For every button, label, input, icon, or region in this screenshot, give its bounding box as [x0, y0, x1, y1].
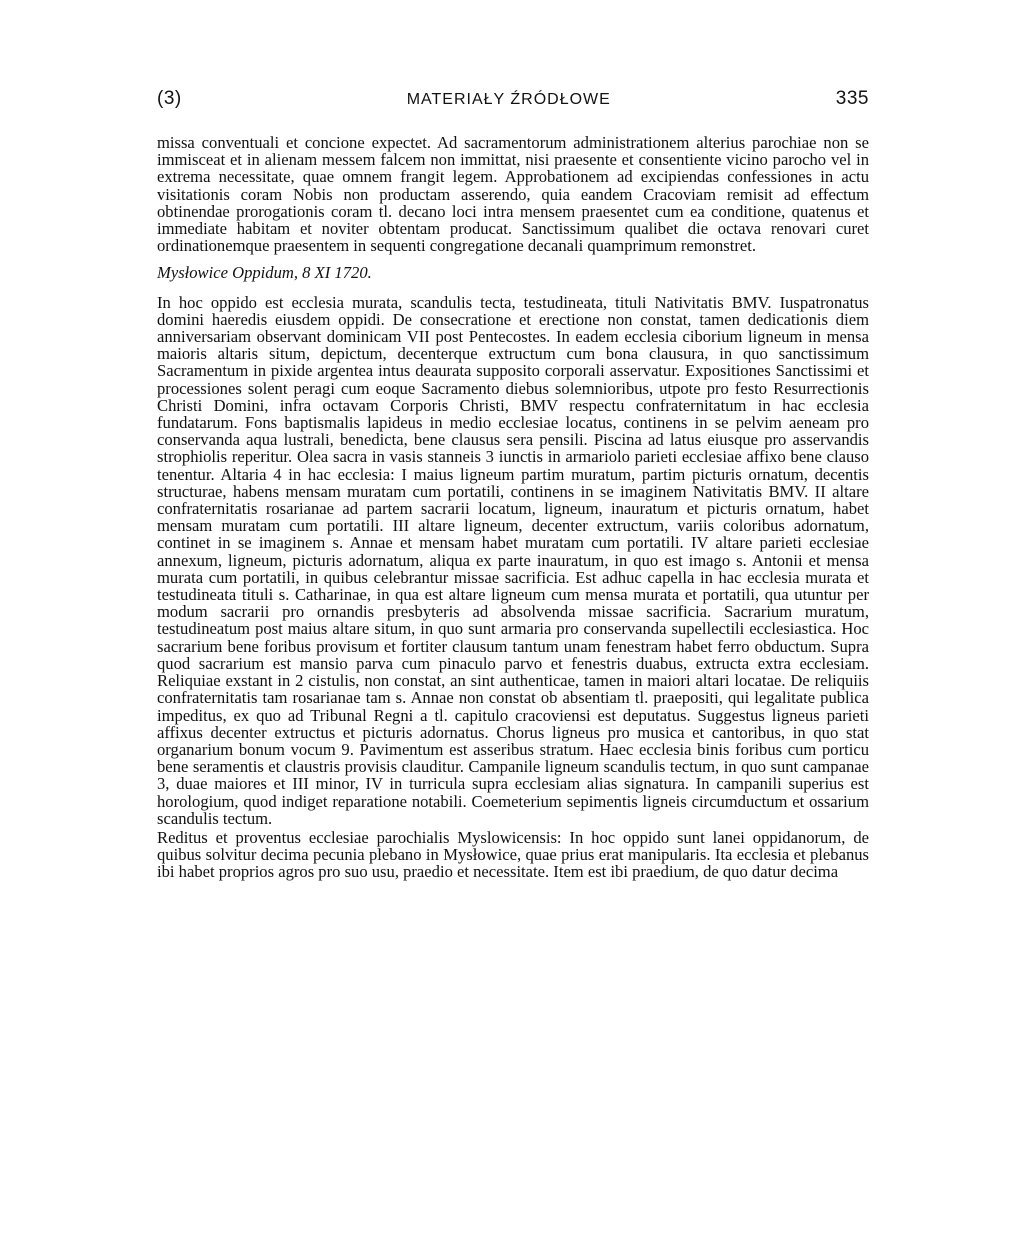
page-number: 335 [835, 88, 869, 109]
section-number: (3) [157, 88, 182, 109]
paragraph-1: missa conventuali et concione expectet. Ad sacramentorum administrationem alterius parochiae non se immisceat et in alienam messem falcem non immittat, nisi praesente et consentiente vicino parocho vel in extrema necessitate, quae omnem frangit legem. Approbationem ad excipiendas confessiones in actu visitationis coram Nobis non productam asserendo, quia eandem Cracoviam remisit ad effectum obtinendae prorogationis coram tl. decano loci intra mensem praesentet cum ea conditione, quatenus et immediate habitam et noviter obtentam producat. Sanctissimum qualibet die octava renovari curet ordinationemque praesentem in sequenti congregatione decanali quamprimum remonstret. [157, 133, 869, 256]
running-title: MATERIAŁY ŹRÓDŁOWE [406, 91, 611, 108]
paragraph-3: Reditus et proventus ecclesiae parochialis Myslowicensis: In hoc oppido sunt lanei oppidanorum, de quibus solvitur decima pecunia plebano in Mysłowice, quae prius erat manipularis. Ita ecclesia et plebanus ibi habet proprios agros pro suo usu, praedio et necessitate. Item est ibi praedium, de quo datur decima [157, 827, 869, 882]
section-heading: Mysłowice Oppidum, 8 XI 1720. [157, 263, 372, 283]
body-text [157, 134, 869, 881]
document-page [157, 88, 869, 881]
paragraph-2: In hoc oppido est ecclesia murata, scandulis tecta, testudineata, tituli Nativitatis BMV. Iuspatronatus domini haeredis eiusdem oppidi. De consecratione et erectione non constat, tamen dedicationis diem anniversariam observant dominicam VII post Pentecostes. In eadem ecclesia ciborium ligneum in mensa maioris altaris situm, depictum, decenterque extructum cum bona clausura, in quo sanctissimum Sacramentum in pixide argentea intus deaurata supposito corporali asservatur. Expositiones Sanctissimi et processiones solent peragi cum eoque Sacramento diebus solemnioribus, utpote pro festo Resurrectionis Christi Domini, infra octavam Corporis Christi, BMV respectu confraternitatum in hac ecclesia fundatarum. Fons baptismalis lapideus in medio ecclesiae locatus, continens in se pelvim aeneam pro conservanda aqua lustrali, benedicta, bene clausus sera pensili. Piscina ad latus eiusque pro asservandis strophiolis reperitur. Olea sacra in vasis stanneis 3 iunctis in armariolo parieti ecclesiae affixo bene clauso tenentur. Altaria 4 in hac ecclesia: I maius ligneum partim muratum, partim picturis ornatum, decentis structurae, habens mensam muratam cum portatili, continens in se imaginem Nativitatis BMV. II altare confraternitatis rosarianae ad partem sacrarii locatum, ligneum, inauratum et picturis ornatum, habet mensam muratam cum portatili. III altare ligneum, decenter extructum, variis coloribus adornatum, continet in se imaginem s. Annae et mensam habet muratam cum portatili. IV altare parieti ecclesiae annexum, ligneum, picturis adornatum, aliqua ex parte inauratum, in quo est imago s. Antonii et mensa murata cum portatili, in quibus celebrantur missae sacrificia. Est adhuc capella in hac ecclesia murata et testudineata tituli s. Catharinae, in qua est altare ligneum cum mensa murata et portatili, qua utuntur per modum sacrarii pro ornandis presbyteris ad absolvenda missae sacrificia. Sacrarium muratum, testudineatum post maius altare situm, in quo sunt armaria pro conservanda supellectili ecclesiastica. Hoc sacrarium bene foribus provisum et fortiter clausum tantum unam fenestram habet ferro obductum. Supra quod sacrarium est mansio parva cum pinaculo parvo et fenestris duabus, extructa extra ecclesiam. Reliquiae exstant in 2 cistulis, non constat, an sint authenticae, tamen in maiori altari locatae. De reliquiis confraternitatis tam rosarianae tam s. Annae non constat ob absentiam tl. praepositi, qui legalitate publica impeditus, ex quo ad Tribunal Regni a tl. capitulo cracoviensi est deputatus. Suggestus ligneus parieti affixus decenter extructus et picturis adornatus. Chorus ligneus pro musica et cantoribus, in quo stat organarium bonum vocum 9. Pavimentum est asseribus stratum. Haec ecclesia binis foribus cum porticu bene seramentis et claustris provisis clauditur. Campanile ligneum scandulis tectum, in quo sunt campanae 3, duae maiores et III minor, IV in turricula supra ecclesiam alias signatura. In campanili superius est horologium, quod indiget reparatione notabili. Coemeterium sepimentis ligneis circumductum et ossarium scandulis tectum. [157, 292, 869, 828]
page-header [157, 88, 869, 110]
